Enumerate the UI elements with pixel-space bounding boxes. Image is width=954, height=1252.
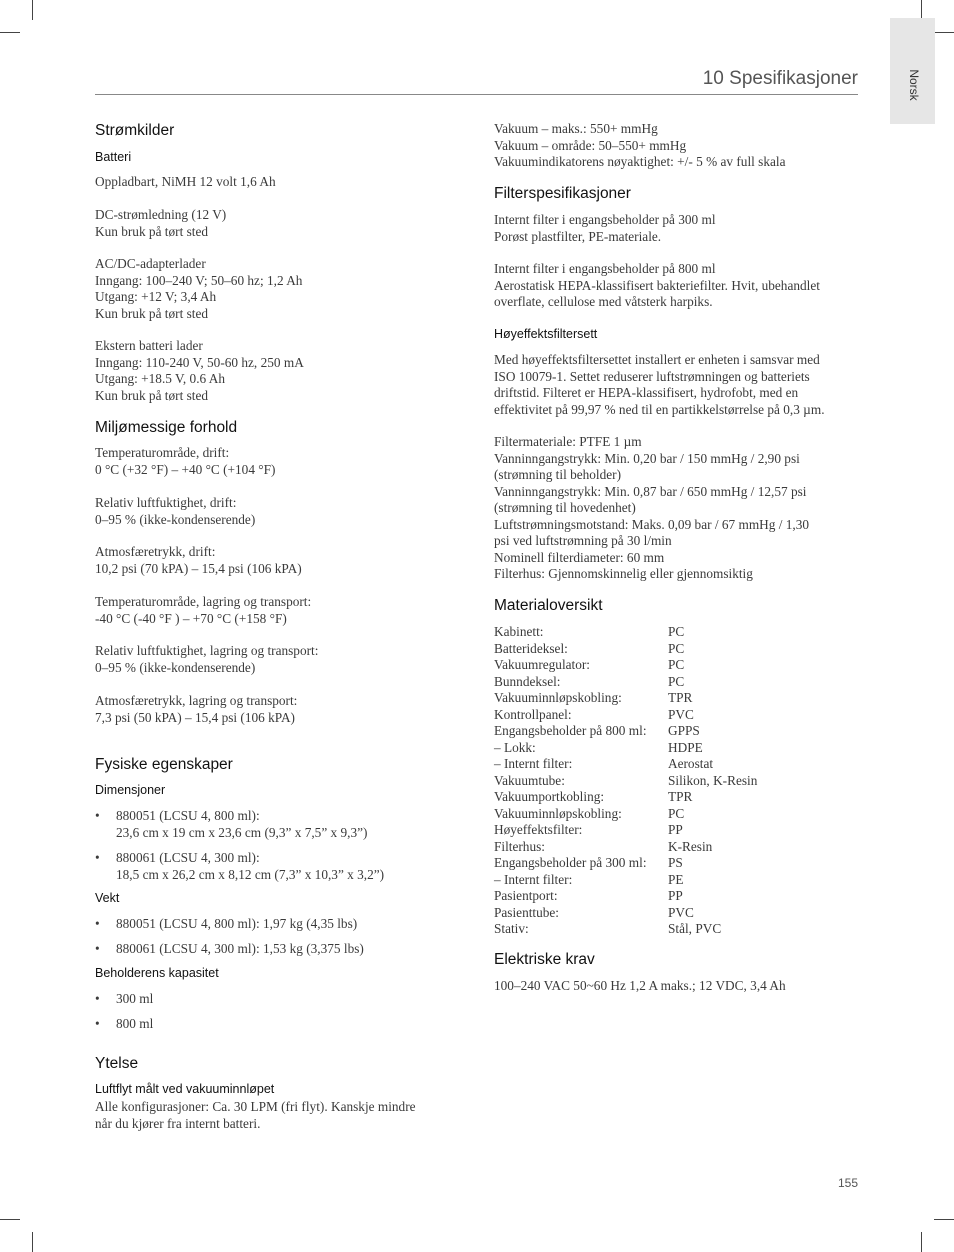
material-part: Kabinett: [494,624,544,639]
env-item: Atmosfæretrykk, lagring og transport: 7,3 psi (50 kPA) – 15,4 psi (106 kPA) [95,693,298,725]
material-value: HDPE [668,739,703,755]
crop-mark [921,0,922,20]
material-part: Kontrollpanel: [494,706,572,722]
material-value: PP [668,888,683,903]
material-part: Vakuuminnløpskobling: [494,805,622,821]
material-part: Filterhus: [494,838,545,854]
material-part: Vakuumregulator: [494,657,591,672]
material-part: Høyeffektsfilter: [494,822,583,837]
material-value: PC [668,640,685,656]
material-value: PC [668,624,685,639]
material-part: Stativ: [494,921,529,936]
material-value: GPPS [668,723,700,738]
heading-materials: Materialoversikt [494,597,603,614]
crop-mark [921,1232,922,1252]
hef-text: Med høyeffektsfiltersettet installert er enheten i samsvar med ISO 10079-1. Settet reduserer luftstrømningen og batteriets driftstid. Filteret er HEPA-klassifisert, hydrofobt, med en effektivitet på 99,97 % ned til en partikkelstørrelse på 0,3 µm. [494,352,825,417]
material-value: Aerostat [668,756,714,771]
crop-mark [934,1219,954,1220]
page-number: 155 [838,1176,859,1190]
material-part: Vakuumportkobling: [494,789,605,804]
material-part: Engangsbeholder på 800 ml: [494,723,647,738]
heading-power: Strømkilder [95,122,175,139]
material-part: Pasienttube: [494,904,559,920]
env-item: Atmosfæretrykk, drift: 10,2 psi (70 kPA) – 15,4 psi (106 kPA) [95,544,302,576]
page-title: 10 Spesifikasjoner [702,68,858,89]
material-part: Vakuumtube: [494,772,565,788]
external-charger: Ekstern batteri lader Inngang: 110-240 V, 50-60 hz, 250 mA Utgang: +18.5 V, 0.6 Ah Kun bruk på tørt sted [95,338,304,403]
acdc-adapter: AC/DC-adapterlader Inngang: 100–240 V; 50–60 hz; 1,2 Ah Utgang: +12 V; 3,4 Ah Kun bruk på tørt sted [95,256,303,321]
material-value: PVC [668,904,694,920]
electrical-text: 100–240 VAC 50~60 Hz 1,2 A maks.; 12 VDC, 3,4 Ah [494,978,786,993]
battery-text: Oppladbart, NiMH 12 volt 1,6 Ah [95,174,276,189]
subheading-weight: Vekt [95,891,120,905]
material-part: – Internt filter: [494,756,573,771]
subheading-dimensions: Dimensjoner [95,783,166,797]
material-part: – Internt filter: [494,871,573,887]
language-label: Norsk [907,69,921,101]
filter-300: Internt filter i engangsbeholder på 300 ml Porøst plastfilter, PE-materiale. [494,212,716,244]
env-item: Temperaturområde, lagring og transport: -40 °C (-40 °F ) – +70 °C (+158 °F) [95,594,312,626]
subheading-airflow: Luftflyt målt ved vakuuminnløpet [95,1082,275,1096]
subheading-hef: Høyeffektsfiltersett [494,327,598,341]
subheading-capacity: Beholderens kapasitet [95,966,219,980]
material-part: Batterideksel: [494,640,568,656]
hef-specs: Filtermateriale: PTFE 1 µm Vanninngangstrykk: Min. 0,20 bar / 150 mmHg / 2,90 psi (strømning til beholder) Vanninngangstrykk: Min. 0,87 bar / 650 mmHg / 12,57 psi (strømning til hovedenhet) Luftstrømningsmotstand: Maks. 0,09 bar / 67 mmHg / 1,30 psi ved luftstrømning på 30 l/min Nominell filterdiameter: 60 mm Filterhus: Gjennomskinnelig eller gjennomsiktig [494,434,810,581]
page-header [95,66,858,95]
airflow-text: Alle konfigurasjoner: Ca. 30 LPM (fri flyt). Kanskje mindre når du kjører fra internt batteri. [95,1099,416,1131]
env-item: Temperaturområde, drift: 0 °C (+32 °F) – +40 °C (+104 °F) [95,445,276,477]
env-item: Relativ luftfuktighet, lagring og transport: 0–95 % (ikke-kondenserende) [95,643,319,675]
material-part: Pasientport: [494,888,558,903]
crop-mark [32,1232,33,1252]
material-part: Bunndeksel: [494,673,561,689]
dc-cord: DC-strømledning (12 V) Kun bruk på tørt sted [95,207,227,239]
filter-800: Internt filter i engangsbeholder på 800 ml Aerostatisk HEPA-klassifisert bakteriefilter. Hvit, ubehandlet overflate, cellulose med våtsterk harpiks. [494,261,820,309]
crop-mark [0,32,20,33]
material-value: PS [668,855,683,870]
material-value: K-Resin [668,838,713,854]
material-value: PC [668,673,685,689]
language-tab [890,18,935,124]
material-value: TPR [668,789,693,804]
crop-mark [32,0,33,20]
material-value: PP [668,822,683,837]
vacuum-specs: Vakuum – maks.: 550+ mmHg Vakuum – område: 50–550+ mmHg Vakuumindikatorens nøyaktighet: +/- 5 % av full skala [494,121,786,169]
material-value: PC [668,657,685,672]
material-value: Silikon, K-Resin [668,772,758,788]
material-value: PE [668,871,684,887]
material-value: PC [668,805,685,821]
heading-physical: Fysiske egenskaper [95,756,233,773]
heading-electrical: Elektriske krav [494,951,595,968]
material-value: PVC [668,706,694,722]
heading-filter: Filterspesifikasjoner [494,185,631,202]
heading-environment: Miljømessige forhold [95,419,238,436]
crop-mark [934,32,954,33]
material-value: TPR [668,690,693,705]
material-part: Engangsbeholder på 300 ml: [494,855,647,870]
subheading-battery: Batteri [95,150,132,164]
material-part: Vakuuminnløpskobling: [494,690,622,705]
material-part: – Lokk: [494,739,536,755]
crop-mark [0,1219,20,1220]
heading-performance: Ytelse [95,1055,139,1072]
material-value: Stål, PVC [668,921,722,936]
env-item: Relativ luftfuktighet, drift: 0–95 % (ikke-kondenserende) [95,495,256,527]
